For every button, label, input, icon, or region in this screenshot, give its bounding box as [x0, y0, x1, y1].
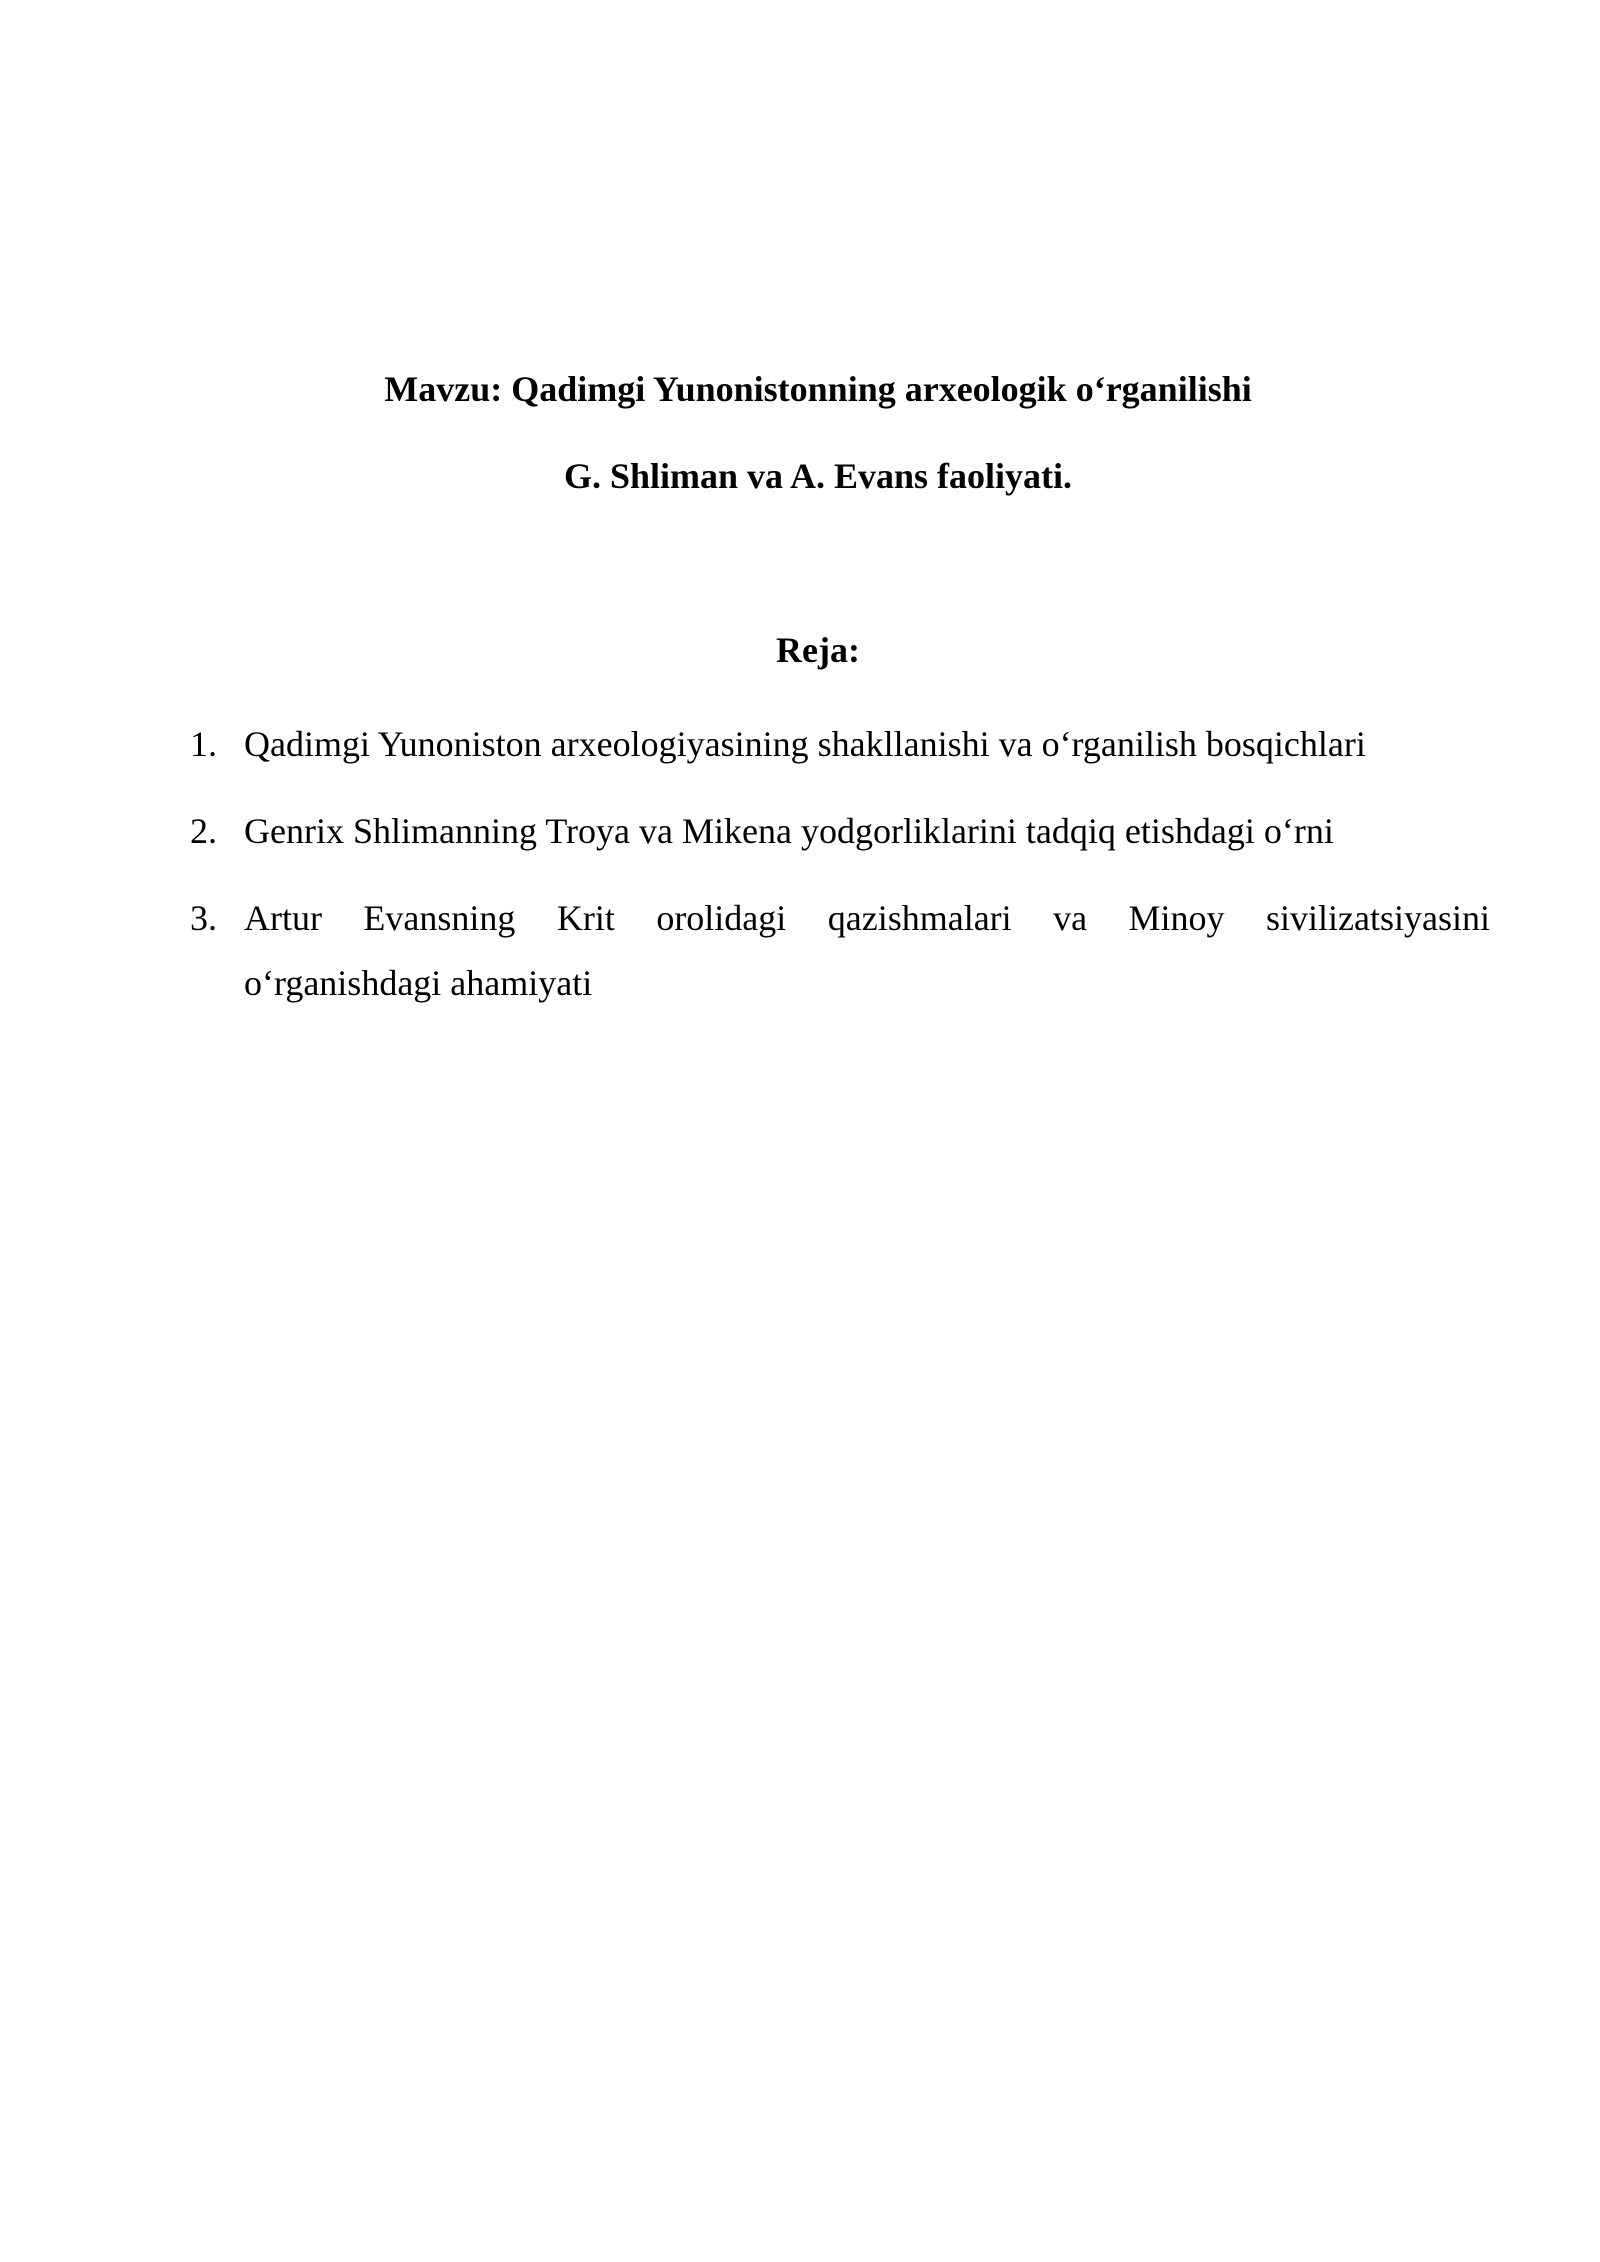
plan-item-number: 3. [190, 898, 217, 938]
plan-item-text-line-2: o‘rganishdagi ahamiyati [244, 963, 593, 1003]
plan-heading: Reja: [776, 630, 860, 670]
plan-item-number: 1. [190, 724, 217, 764]
plan-item [190, 712, 1490, 777]
document-subtitle: G. Shliman va A. Evans faoliyati. [563, 456, 1073, 496]
plan-item [190, 886, 1490, 1016]
document-title: Mavzu: Qadimgi Yunonistonning arxeologik o‘rganilishi [384, 369, 1252, 409]
plan-list [190, 712, 1490, 1038]
plan-item-text: Genrix Shlimanning Troya va Mikena yodgorliklarini tadqiq etishdagi o‘rni [244, 811, 1334, 851]
plan-item [190, 799, 1490, 864]
plan-item-number: 2. [190, 811, 217, 851]
plan-item-text: Qadimgi Yunoniston arxeologiyasining shakllanishi va o‘rganilish bosqichlari [244, 724, 1366, 764]
plan-item-text-line-1: Artur Evansning Krit orolidagi qazishmalari va Minoy sivilizatsiyasini [244, 898, 1490, 938]
